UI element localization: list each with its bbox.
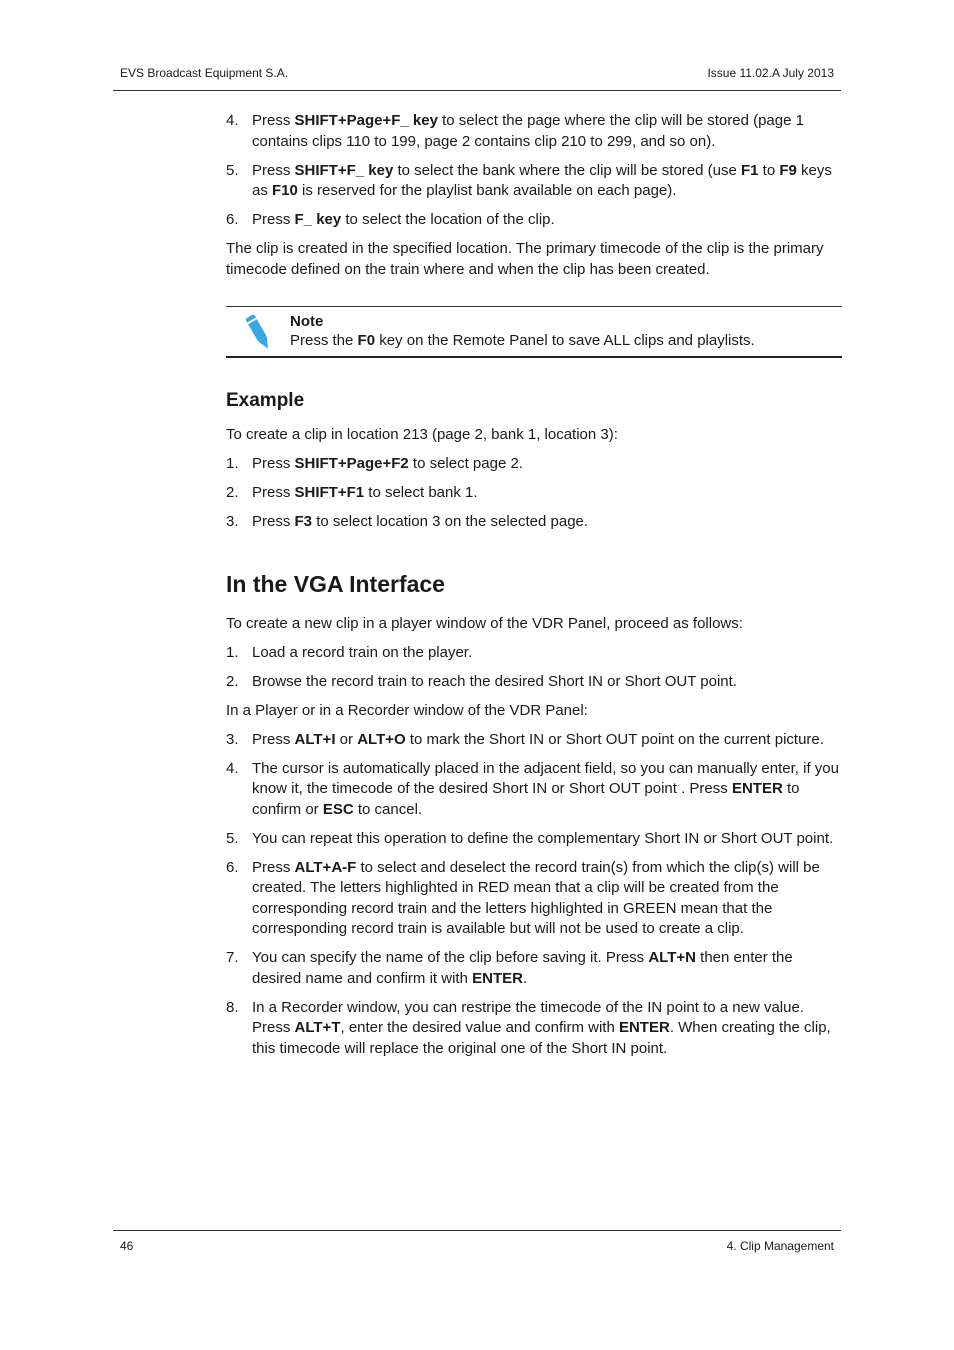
example-intro: To create a clip in location 213 (page 2, bank 1, location 3): <box>226 426 618 443</box>
list-item-text <box>252 673 737 690</box>
text-run: Load a record train on the player. <box>252 643 473 661</box>
key-name: ALT+T <box>294 1019 341 1036</box>
list-item <box>226 161 842 202</box>
text-run: Press <box>252 161 295 179</box>
list-item-text <box>252 644 472 661</box>
key-name: ENTER <box>618 1019 670 1036</box>
list-item-number: 5. <box>226 161 239 179</box>
paragraph-created: The clip is created in the specified location. The primary timecode of the clip is the primary timecode defined on the train where and when the clip has been created. <box>226 240 824 278</box>
list-item-text <box>252 211 555 228</box>
vga-mid: In a Player or in a Recorder window of the VDR Panel: <box>226 701 588 719</box>
list-item-number: 7. <box>226 949 239 966</box>
text-run: to select the bank where the clip will be stored (use <box>393 161 741 179</box>
note-title: Note <box>290 313 324 330</box>
key-name: ESC <box>322 800 354 818</box>
header-company: EVS Broadcast Equipment S.A. <box>120 66 289 80</box>
text-run: to select location 3 on the selected page. <box>312 513 589 530</box>
vga-steps-b-list <box>226 730 842 1060</box>
text-run: Press <box>252 112 295 129</box>
text-run: Press <box>252 858 295 876</box>
text-run: to confirm or <box>252 780 800 818</box>
key-name: ALT+O <box>357 730 406 748</box>
text-run: then enter the desired name and confirm it with <box>252 949 793 987</box>
key-name: SHIFT+Page+F_ key <box>294 112 438 129</box>
list-item <box>226 858 842 940</box>
key-name: ALT+A-F <box>294 858 357 876</box>
list-item-text <box>252 484 478 501</box>
text-run: to select and deselect the record train(s) from which the clip(s) will be created. The letters highlighted in RED mean that a clip will be created from the corresponding record train and the letters highlighted in GREEN mean that the corresponding record train is available but will not be used to create a clip. <box>252 858 820 937</box>
list-item-number: 2. <box>226 672 239 690</box>
text-run: . When creating the clip, this timecode will replace the original one of the Short IN point. <box>252 1019 831 1057</box>
list-item-text <box>252 859 820 938</box>
text-run: key on the Remote Panel to save ALL clips and playlists. <box>375 332 755 349</box>
list-item <box>226 454 842 475</box>
text-run: to select the location of the clip. <box>341 211 555 228</box>
pencil-icon <box>243 313 275 353</box>
key-name: F0 <box>357 332 376 349</box>
key-name: F_ key <box>294 211 342 228</box>
page-footer <box>113 1230 841 1254</box>
list-item-text <box>252 760 839 818</box>
text-run: Browse the record train to reach the desired Short IN or Short OUT point. <box>252 672 737 690</box>
list-item-number: 1. <box>226 643 239 661</box>
list-item-text <box>252 830 833 847</box>
header-issue: Issue 11.02.A July 2013 <box>707 66 834 80</box>
key-name: F10 <box>272 182 298 199</box>
list-item-text <box>252 513 588 530</box>
text-run: Press <box>252 730 295 748</box>
list-item-number: 5. <box>226 829 239 847</box>
key-name: ALT+I <box>294 730 336 748</box>
note-box <box>226 306 842 358</box>
list-item <box>226 483 842 504</box>
footer-chapter: 4. Clip Management <box>726 1239 834 1253</box>
key-name: SHIFT+Page+F2 <box>294 455 409 472</box>
text-run: or <box>335 730 358 748</box>
list-item <box>226 643 842 664</box>
list-item <box>226 512 842 533</box>
key-name: ALT+N <box>648 949 696 966</box>
text-run: to select the page where the clip will be stored (page 1 contains clips 110 to 199, page 2 contains clip 210 to 299, and so on). <box>252 112 804 150</box>
list-item-number: 6. <box>226 858 239 876</box>
key-name: ENTER <box>731 780 783 797</box>
text-run: is reserved for the playlist bank available on each page). <box>297 182 677 199</box>
key-name: SHIFT+F1 <box>294 484 365 501</box>
list-item-text <box>252 999 831 1057</box>
text-run: The cursor is automatically placed in the adjacent field, so you can manually enter, if you know it, the timecode of the desired Short IN or Short OUT point . Press <box>252 759 839 797</box>
example-heading: Example <box>226 390 305 411</box>
main-content <box>226 111 842 1068</box>
key-name: SHIFT+F_ key <box>294 161 394 179</box>
text-run: You can specify the name of the clip before saving it. Press <box>252 949 649 966</box>
text-run: keys as <box>252 161 832 199</box>
page-header <box>113 64 841 91</box>
text-run: In a Recorder window, you can restripe the timecode of the IN point to a new value. Press <box>252 998 804 1036</box>
list-item <box>226 998 842 1060</box>
vga-heading: In the VGA Interface <box>226 570 445 597</box>
text-run: , enter the desired value and confirm with <box>340 1019 619 1036</box>
text-run: to <box>758 161 780 179</box>
steps-top-list <box>226 111 842 231</box>
list-item <box>226 948 842 989</box>
text-run: to select bank 1. <box>364 484 478 501</box>
list-item-number: 1. <box>226 455 239 472</box>
list-item-text <box>252 949 793 987</box>
list-item <box>226 829 842 850</box>
list-item-text <box>252 731 824 748</box>
key-name: F9 <box>779 161 797 179</box>
key-name: F1 <box>741 161 759 179</box>
example-steps-list <box>226 454 842 533</box>
text-run: to cancel. <box>353 800 423 818</box>
text-run: Press <box>252 513 295 530</box>
list-item-number: 4. <box>226 759 239 777</box>
list-item <box>226 672 842 693</box>
key-name: ENTER <box>472 969 523 987</box>
vga-intro: To create a new clip in a player window of the VDR Panel, proceed as follows: <box>226 614 743 632</box>
list-item-text <box>252 455 523 472</box>
list-item-number: 3. <box>226 513 239 530</box>
text-run: to mark the Short IN or Short OUT point on the current picture. <box>405 730 824 748</box>
list-item-number: 3. <box>226 730 239 748</box>
text-run: You can repeat this operation to define the complementary Short IN or Short OUT point. <box>252 829 834 847</box>
list-item <box>226 730 842 751</box>
text-run: Press the <box>290 332 358 349</box>
list-item <box>226 210 842 231</box>
key-name: F3 <box>294 513 313 530</box>
list-item-text <box>252 112 804 150</box>
list-item <box>226 111 842 152</box>
list-item-number: 8. <box>226 998 239 1016</box>
vga-steps-a-list <box>226 643 842 693</box>
footer-page-number: 46 <box>120 1239 134 1253</box>
text-run: Press <box>252 211 295 228</box>
text-run: . <box>522 969 528 987</box>
note-text <box>290 331 755 352</box>
list-item <box>226 759 842 821</box>
list-item-number: 4. <box>226 112 239 129</box>
text-run: Press <box>252 484 295 501</box>
text-run: to select page 2. <box>408 455 523 472</box>
list-item-text <box>252 162 832 200</box>
text-run: Press <box>252 455 295 472</box>
list-item-number: 2. <box>226 484 239 501</box>
list-item-number: 6. <box>226 211 239 228</box>
